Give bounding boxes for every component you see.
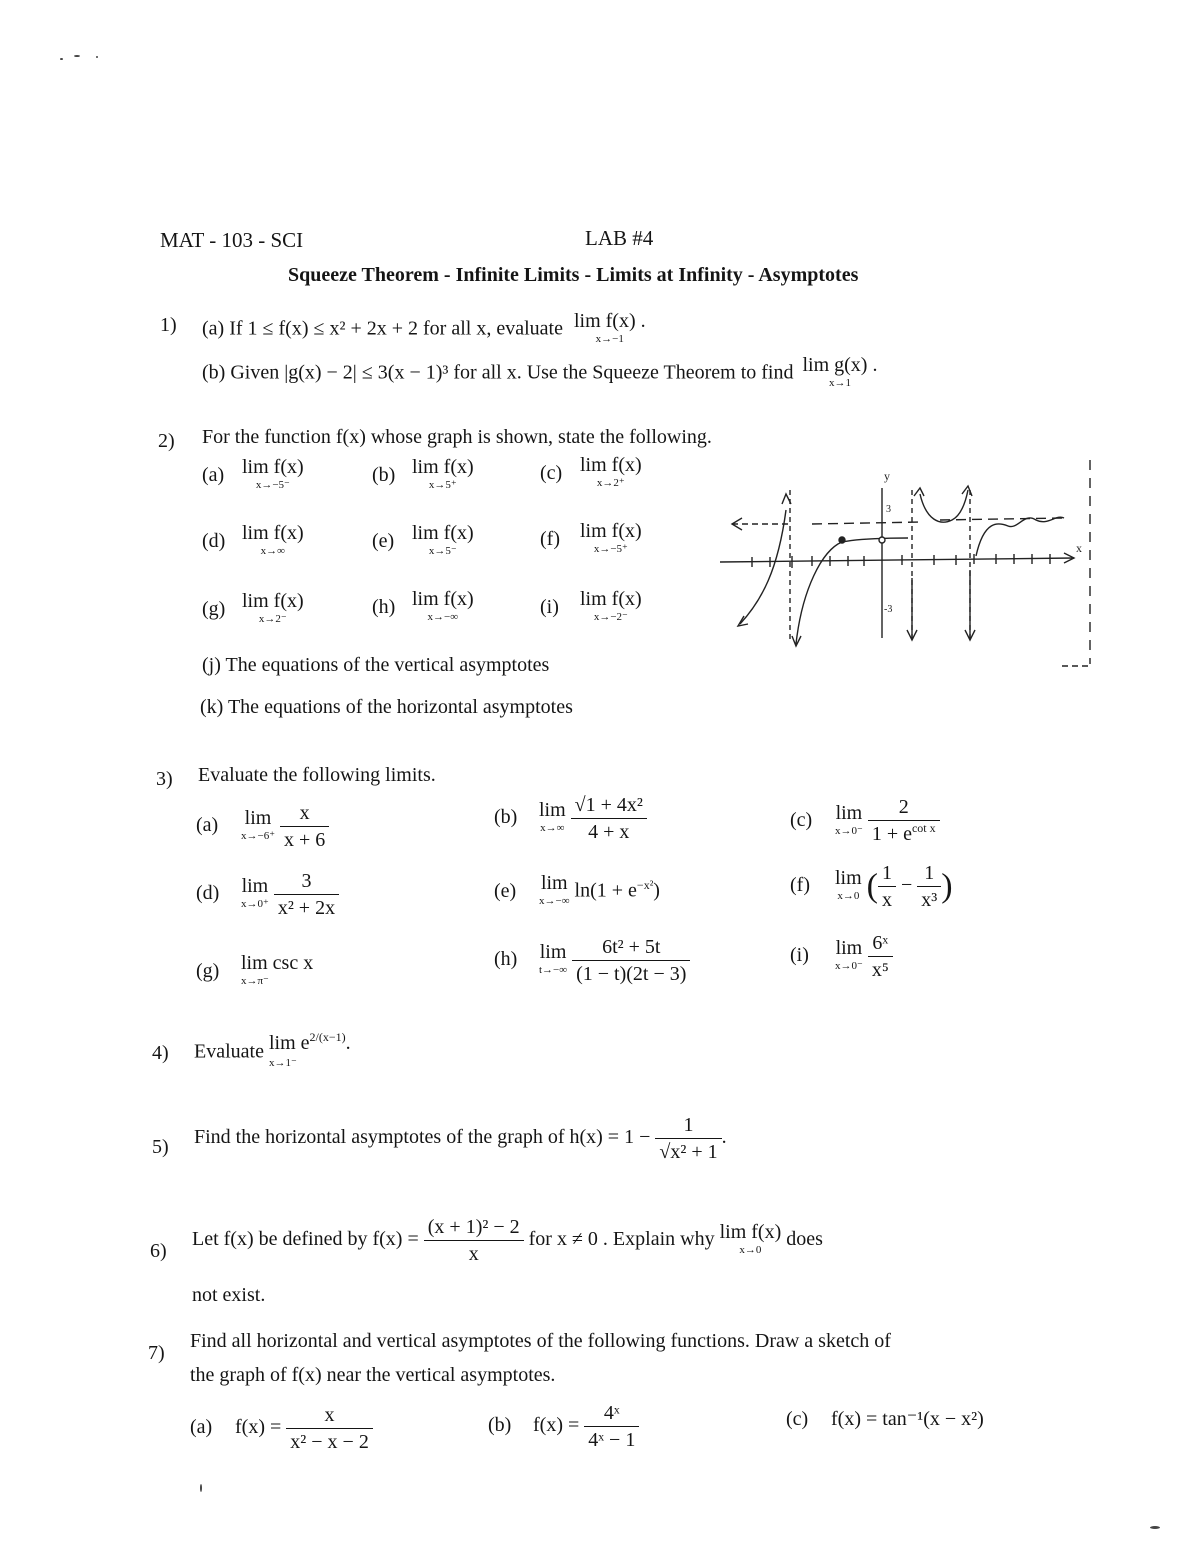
fraction-numerator: 1	[878, 860, 896, 887]
limit-word: lim	[540, 872, 568, 894]
problem-2k	[200, 696, 573, 719]
problem-3g	[196, 954, 313, 990]
function-lhs: f(x) =	[533, 1414, 580, 1437]
scan-speck	[74, 55, 80, 57]
part-label: (i)	[540, 595, 559, 618]
limit-expr: lim f(x)	[412, 588, 474, 610]
page-title: Squeeze Theorem - Infinite Limits - Limits at Infinity - Asymptotes	[288, 264, 859, 286]
limit-sub: x→π⁻	[241, 975, 269, 987]
problem-7c	[786, 1406, 984, 1431]
scan-speck	[1150, 1526, 1160, 1529]
problem-1a	[202, 312, 646, 348]
graph-x-label: x	[1076, 541, 1082, 555]
part-label: (j)	[202, 654, 221, 676]
minus-sign: −	[901, 874, 913, 897]
fraction-denominator: x⁵	[871, 959, 889, 981]
problem-3-number: 3)	[156, 768, 173, 790]
scan-speck	[60, 58, 63, 60]
part-label: (b)	[494, 806, 518, 829]
limit-expr: lim f(x)	[412, 522, 474, 544]
closed-point	[839, 537, 845, 543]
part-label: (c)	[786, 1408, 809, 1430]
limit-expr: lim f(x)	[580, 454, 642, 476]
arrow-up-icon	[914, 488, 924, 496]
problem-1b-sub: x→1	[828, 377, 851, 389]
limit-sub: x→−6⁺	[241, 829, 276, 842]
fraction-denominator: x	[882, 889, 892, 911]
fraction-denominator: 4 + x	[588, 821, 630, 843]
problem-2a	[202, 458, 304, 494]
fraction-numerator: 6t² + 5t	[572, 934, 690, 961]
course-code: MAT - 103 - SCI	[160, 228, 304, 252]
part-label: (a)	[190, 1416, 213, 1439]
limit-sub: x→2⁺	[596, 477, 625, 489]
fraction-denominator: (1 − t)(2t − 3)	[576, 963, 687, 985]
limit-sub: x→2⁻	[258, 613, 287, 625]
problem-1b	[202, 356, 877, 392]
problem-5-text: Find the horizontal asymptotes of the graph of h(x) = 1 −	[194, 1126, 651, 1149]
limit-sub: x→∞	[260, 545, 285, 557]
curve-left-branch	[740, 510, 786, 624]
problem-1a-label: (a)	[202, 317, 225, 340]
problem-3c	[790, 794, 940, 849]
problem-7a	[190, 1402, 373, 1455]
limit-word: lim	[241, 874, 269, 897]
problem-2-number: 2)	[158, 430, 175, 452]
problem-6-number: 6)	[150, 1240, 167, 1262]
limit-sub: x→−5⁺	[593, 543, 628, 555]
part-text: The equations of the vertical asymptotes	[225, 654, 550, 676]
curve-middle-branch	[796, 538, 908, 644]
problem-3h	[494, 934, 690, 987]
limit-sub: x→0⁻	[835, 959, 863, 972]
part-label: (h)	[372, 595, 396, 618]
problem-6-text: for x ≠ 0 . Explain why	[528, 1228, 715, 1251]
problem-1-number: 1)	[160, 314, 177, 336]
fraction-denominator: √x² + 1	[659, 1141, 718, 1163]
problem-2e	[372, 524, 474, 560]
limit-sub: x→−5⁻	[255, 479, 290, 491]
problem-7-text: Find all horizontal and vertical asymptotes of the following functions. Draw a sketch of	[190, 1330, 891, 1352]
problem-1a-lim: lim f(x) .	[573, 310, 646, 332]
part-label: (b)	[488, 1414, 512, 1437]
problem-5	[194, 1112, 727, 1165]
problem-2h	[372, 590, 474, 626]
part-text: The equations of the horizontal asymptotes	[227, 696, 573, 718]
fraction-numerator: 4ˣ	[584, 1400, 639, 1427]
problem-3-intro: Evaluate the following limits.	[198, 764, 436, 786]
limit-word: lim	[539, 798, 566, 821]
problem-6	[192, 1214, 823, 1267]
limit-sub: x→−∞	[539, 895, 570, 907]
limit-sub: x→0⁺	[241, 897, 269, 910]
problem-6-text: does	[786, 1228, 823, 1251]
problem-3e	[494, 874, 660, 910]
horizontal-asymptote-right	[940, 518, 1062, 520]
fraction-numerator: 6ˣ	[868, 930, 893, 957]
limit-sub: x→5⁺	[428, 479, 457, 491]
part-label: (c)	[790, 809, 813, 832]
problem-7-number: 7)	[148, 1342, 165, 1364]
problem-6-continued: not exist.	[192, 1284, 266, 1306]
limit-sub: x→1⁻	[268, 1057, 297, 1069]
part-label: (d)	[196, 882, 220, 905]
limit-expr: lim f(x)	[580, 588, 642, 610]
fraction-numerator: x	[286, 1402, 373, 1429]
limit-word: lim	[835, 866, 862, 889]
part-label: (g)	[196, 959, 220, 982]
part-label: (f)	[540, 527, 560, 550]
part-label: (b)	[372, 463, 396, 486]
limit-expr: ln(1 + e	[574, 879, 637, 902]
graph-y-label: y	[884, 469, 890, 483]
fraction-denominator: x + 6	[284, 829, 326, 851]
horizontal-asymptote-mid	[812, 522, 922, 524]
problem-3b	[494, 792, 647, 845]
part-label: (a)	[202, 463, 225, 486]
part-label: (g)	[202, 597, 226, 620]
problem-2g	[202, 592, 304, 628]
problem-2j	[202, 654, 549, 677]
x-axis	[720, 558, 1074, 562]
fraction-numerator: √1 + 4x²	[571, 792, 647, 819]
part-label: (e)	[372, 529, 395, 552]
fraction-denominator: 4ˣ − 1	[588, 1429, 636, 1451]
problem-2-intro: For the function f(x) whose graph is shown, state the following.	[202, 426, 712, 448]
part-label: (f)	[790, 874, 810, 897]
limit-sub: x→−∞	[427, 611, 459, 623]
problem-3a	[196, 800, 329, 853]
curve-u-branch	[920, 490, 968, 522]
limit-sub: x→∞	[540, 821, 565, 834]
limit-word: lim	[244, 806, 272, 829]
fraction-denominator: x	[468, 1243, 479, 1265]
part-label: (c)	[540, 461, 563, 484]
part-label: (a)	[196, 814, 219, 837]
problem-4-text: Evaluate	[194, 1040, 264, 1063]
problem-4-number: 4)	[152, 1042, 169, 1064]
exponent: 2/(x−1)	[309, 1030, 346, 1044]
limit-expr-end: )	[653, 879, 660, 902]
problem-2c	[540, 456, 642, 492]
part-label: (e)	[494, 879, 517, 902]
problem-3d	[196, 868, 339, 921]
limit-sub: x→0	[739, 1243, 762, 1256]
problem-6-text: Let f(x) be defined by f(x) =	[192, 1228, 419, 1251]
function-graph	[712, 460, 1092, 670]
limit-expr: lim f(x)	[412, 456, 474, 478]
open-point	[879, 537, 885, 543]
problem-5-number: 5)	[152, 1136, 169, 1158]
exponent: −x²	[636, 877, 654, 892]
limit-word: lim	[835, 936, 863, 959]
problem-1b-label: (b)	[202, 361, 226, 384]
part-label: (d)	[202, 529, 226, 552]
fraction-numerator: 1	[655, 1112, 721, 1139]
limit-expr: lim f(x)	[242, 522, 304, 544]
limit-word: lim	[539, 940, 567, 963]
problem-3f: (f) lim x→0 ( $\frac{1}{x}$ − $\frac{1}{\text{x³}}$ )	[790, 862, 953, 911]
problem-1a-sub: x→−1	[595, 333, 624, 345]
exponent: cot x	[911, 821, 936, 835]
problem-1a-text: If 1 ≤ f(x) ≤ x² + 2x + 2 for all x, evaluate	[229, 317, 563, 340]
limit-expr: lim f(x)	[580, 520, 642, 542]
fraction-denominator: x² − x − 2	[290, 1431, 369, 1453]
part-label: (h)	[494, 948, 518, 971]
fraction-numerator: 3	[274, 868, 339, 895]
part-label: (i)	[790, 944, 809, 967]
limit-expr: lim csc x	[241, 952, 314, 974]
scan-speck	[200, 1484, 202, 1492]
limit-sub: t→−∞	[539, 963, 568, 976]
limit-sub: x→5⁻	[428, 545, 457, 557]
fraction-denominator: 1 + e	[871, 823, 912, 845]
fraction-denominator: x² + 2x	[277, 897, 336, 919]
lab-number: LAB #4	[585, 226, 654, 250]
curve-right-branch	[976, 517, 1064, 556]
fraction-numerator: x	[280, 800, 329, 827]
problem-4	[194, 1030, 351, 1072]
problem-1b-text: Given |g(x) − 2| ≤ 3(x − 1)³ for all x. Use the Squeeze Theorem to find	[230, 361, 794, 384]
limit-expr: lim f(x)	[719, 1220, 782, 1243]
limit-sub: x→0⁻	[835, 824, 863, 837]
problem-2f	[540, 522, 642, 558]
limit-expr: lim f(x)	[242, 590, 304, 612]
problem-2b	[372, 458, 474, 494]
problem-7b	[488, 1400, 639, 1453]
limit-word: lim	[835, 801, 863, 824]
problem-7-text-2: the graph of f(x) near the vertical asymptotes.	[190, 1364, 556, 1386]
problem-2i	[540, 590, 642, 626]
part-label: (k)	[200, 696, 224, 718]
fraction-numerator: 2	[868, 794, 940, 821]
problem-1b-lim: lim g(x) .	[802, 354, 878, 376]
period: .	[721, 1126, 727, 1149]
fraction-numerator: (x + 1)² − 2	[424, 1214, 524, 1241]
problem-2d	[202, 524, 304, 560]
limit-sub: x→−2⁻	[593, 611, 628, 623]
period: .	[345, 1032, 351, 1054]
problem-3i	[790, 930, 893, 983]
graph-tick-3: 3	[886, 504, 891, 515]
scan-speck	[96, 56, 98, 58]
limit-sub: x→0	[837, 889, 860, 902]
limit-expr: lim f(x)	[242, 456, 304, 478]
limit-expr: lim e	[268, 1032, 310, 1054]
function-lhs: f(x) =	[235, 1416, 282, 1439]
fraction-denominator: x³	[921, 889, 938, 911]
fraction-numerator: 1	[917, 860, 941, 887]
graph-tick-neg3: -3	[884, 604, 893, 615]
function-expr: f(x) = tan⁻¹(x − x²)	[831, 1408, 984, 1430]
